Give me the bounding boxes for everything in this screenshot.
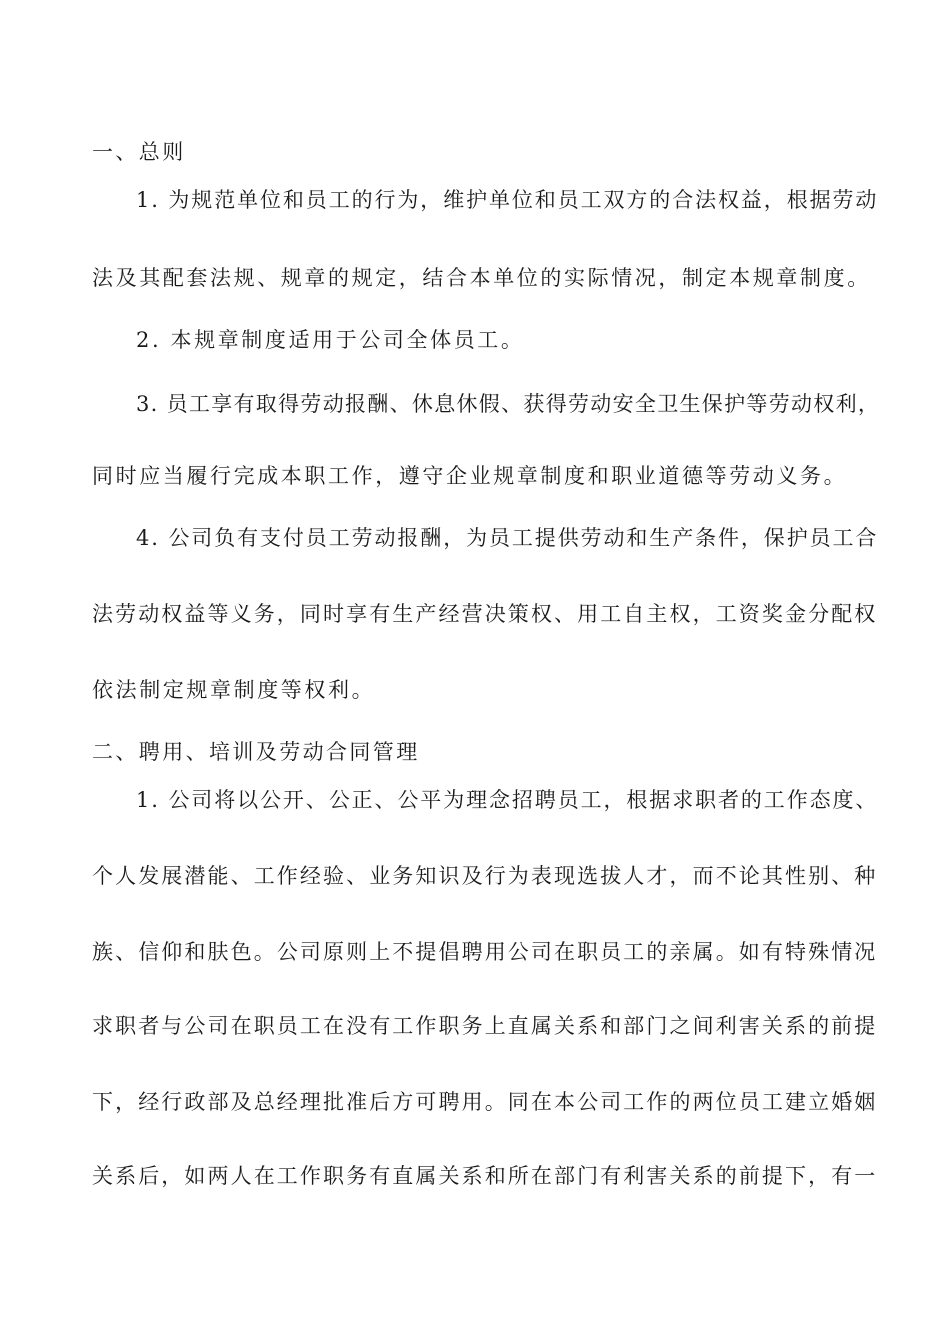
paragraph-line: 下，经行政部及总经理批准后方可聘用。同在本公司工作的两位员工建立婚姻: [92, 1090, 878, 1114]
paragraph-line: 求职者与公司在职员工在没有工作职务上直属关系和部门之间利害关系的前提: [92, 1014, 878, 1038]
paragraph-line: 2. 本规章制度适用于公司全体员工。: [136, 328, 525, 352]
paragraph-line: 3. 员工享有取得劳动报酬、休息休假、获得劳动安全卫生保护等劳动权利，: [136, 392, 881, 416]
paragraph-line: 同时应当履行完成本职工作，遵守企业规章制度和职业道德等劳动义务。: [92, 464, 848, 488]
paragraph-line: 4. 公司负有支付员工劳动报酬，为员工提供劳动和生产条件，保护员工合: [136, 526, 879, 550]
paragraph-line: 1. 公司将以公开、公正、公平为理念招聘员工，根据求职者的工作态度、: [136, 788, 879, 812]
section-heading-general: 一、总则: [92, 140, 186, 164]
paragraph-line: 法劳动权益等义务，同时享有生产经营决策权、用工自主权，工资奖金分配权: [92, 602, 878, 626]
paragraph-line: 1. 为规范单位和员工的行为，维护单位和员工双方的合法权益，根据劳动: [136, 188, 879, 212]
paragraph-line: 法及其配套法规、规章的规定，结合本单位的实际情况，制定本规章制度。: [92, 266, 871, 290]
paragraph-line: 族、信仰和肤色。公司原则上不提倡聘用公司在职员工的亲属。如有特殊情况: [92, 940, 878, 964]
paragraph-line: 依法制定规章制度等权利。: [92, 678, 376, 702]
paragraph-line: 关系后，如两人在工作职务有直属关系和所在部门有利害关系的前提下，有一: [92, 1164, 878, 1188]
section-heading-hiring: 二、聘用、培训及劳动合同管理: [92, 740, 420, 764]
paragraph-line: 个人发展潜能、工作经验、业务知识及行为表现选拔人才，而不论其性别、种: [92, 864, 878, 888]
